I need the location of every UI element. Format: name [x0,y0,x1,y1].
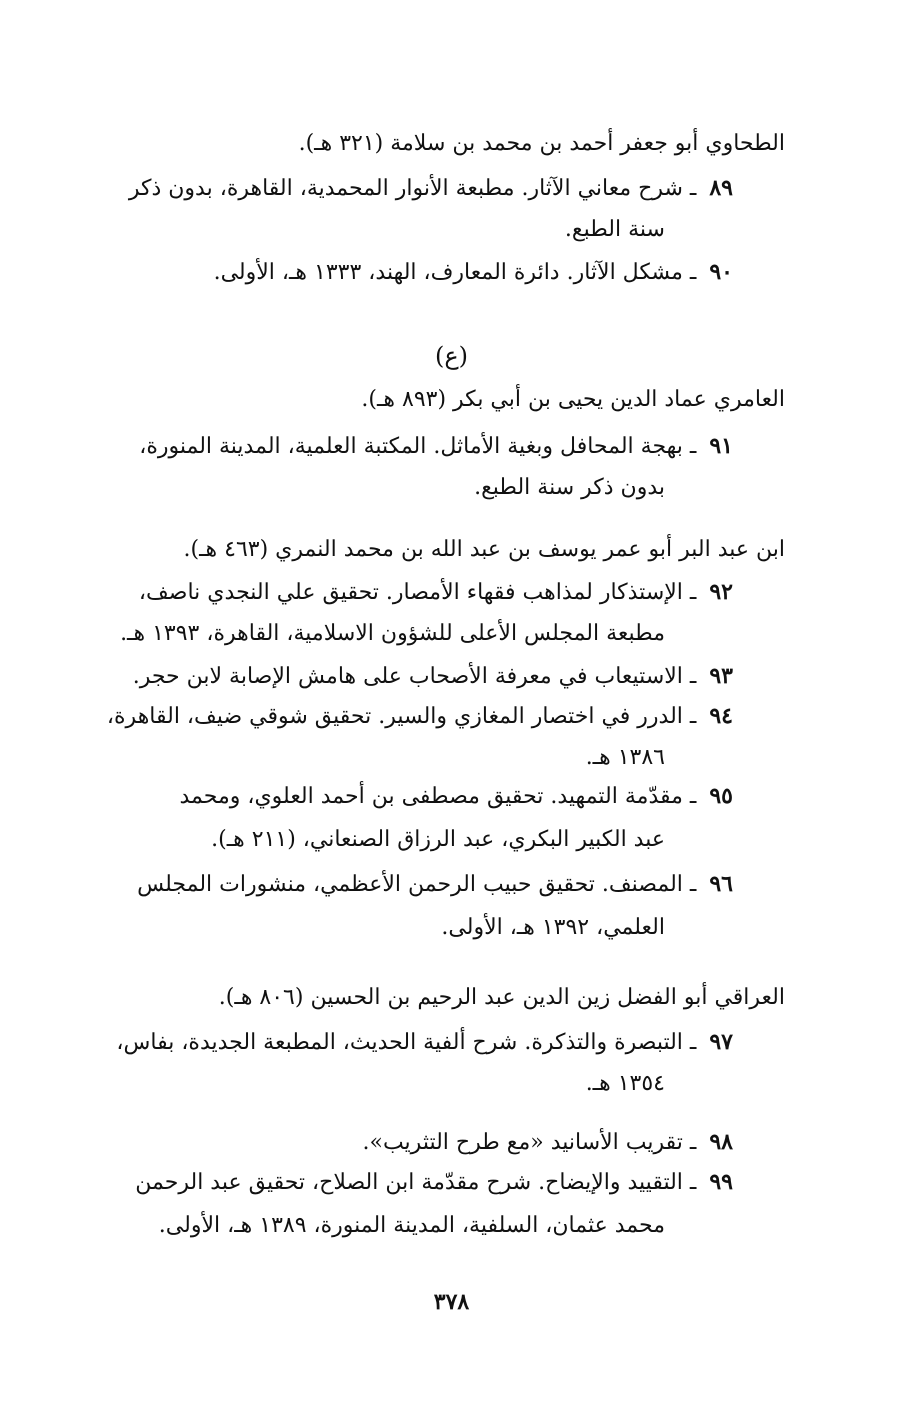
entry-continuation: عبد الكبير البكري، عبد الرزاق الصنعاني، (٢١١ هـ). [211,827,665,852]
entry-number: ٩٠ [709,259,733,285]
entry-continuation: ١٣٥٤ هـ. [585,1071,665,1096]
bibliography-entry [83,1166,733,1198]
entry-number: ٨٩ [709,175,733,201]
entry-text: ـ مقدّمة التمهيد. تحقيق مصطفى بن أحمد العلوي، ومحمد [179,784,697,809]
bibliography-entry [83,868,733,900]
entry-continuation: سنة الطبع. [564,217,665,242]
entry-text: ـ الاستيعاب في معرفة الأصحاب على هامش الإصابة لابن حجر. [132,664,697,689]
entry-continuation: بدون ذكر سنة الطبع. [474,475,665,500]
entry-text: ـ بهجة المحافل وبغية الأماثل. المكتبة العلمية، المدينة المنورة، [139,434,697,459]
entry-text: ـ التبصرة والتذكرة. شرح ألفية الحديث، المطبعة الجديدة، بفاس، [116,1030,697,1055]
entry-text: ـ تقريب الأسانيد «مع طرح التثريب». [362,1130,697,1155]
bibliography-entry [83,430,733,462]
entry-text: ـ مشكل الآثار. دائرة المعارف، الهند، ١٣٣٣ هـ، الأولى. [213,260,697,285]
author-heading: العامري عماد الدين يحيى بن أبي بكر (٨٩٣ هـ). [361,387,785,412]
bibliography-entry [83,256,733,288]
entry-number: ٩٧ [709,1029,733,1055]
entry-text: ـ شرح معاني الآثار. مطبعة الأنوار المحمدية، القاهرة، بدون ذكر [128,176,697,201]
author-heading: الطحاوي أبو جعفر أحمد بن محمد بن سلامة (٣٢١ هـ). [298,131,785,156]
entry-text: ـ التقييد والإيضاح. شرح مقدّمة ابن الصلاح، تحقيق عبد الرحمن [135,1170,697,1195]
entry-continuation: ١٣٨٦ هـ. [585,745,665,770]
entry-number: ٩٢ [709,579,733,605]
entry-number: ٩٤ [709,703,733,729]
page-number: ٣٧٨ [433,1289,470,1315]
bibliography-entry [83,172,733,204]
entry-number: ٩٦ [709,871,733,897]
entry-number: ٩٥ [709,783,733,809]
bibliography-entry [83,576,733,608]
entry-text: ـ الدرر في اختصار المغازي والسير. تحقيق شوقي ضيف، القاهرة، [106,704,697,729]
entry-continuation: العلمي، ١٣٩٢ هـ، الأولى. [441,915,665,940]
author-heading: ابن عبد البر أبو عمر يوسف بن عبد الله بن محمد النمري (٤٦٣ هـ). [183,537,785,562]
bibliography-entry [83,780,733,812]
author-heading: العراقي أبو الفضل زين الدين عبد الرحيم بن الحسين (٨٠٦ هـ). [218,985,785,1010]
entry-continuation: مطبعة المجلس الأعلى للشؤون الاسلامية، القاهرة، ١٣٩٣ هـ. [120,621,665,646]
entry-number: ٩٨ [709,1129,733,1155]
bibliography-entry [83,1026,733,1058]
bibliography-entry [83,700,733,732]
entry-number: ٩٣ [709,663,733,689]
entry-number: ٩٩ [709,1169,733,1195]
bibliography-entry [83,1126,733,1158]
section-letter-heading: (ع) [434,342,469,370]
entry-number: ٩١ [709,433,733,459]
bibliography-entry [83,660,733,692]
entry-text: ـ الإستذكار لمذاهب فقهاء الأمصار. تحقيق علي النجدي ناصف، [138,580,697,605]
entry-text: ـ المصنف. تحقيق حبيب الرحمن الأعظمي، منشورات المجلس [137,872,697,897]
entry-continuation: محمد عثمان، السلفية، المدينة المنورة، ١٣٨٩ هـ، الأولى. [158,1213,665,1238]
